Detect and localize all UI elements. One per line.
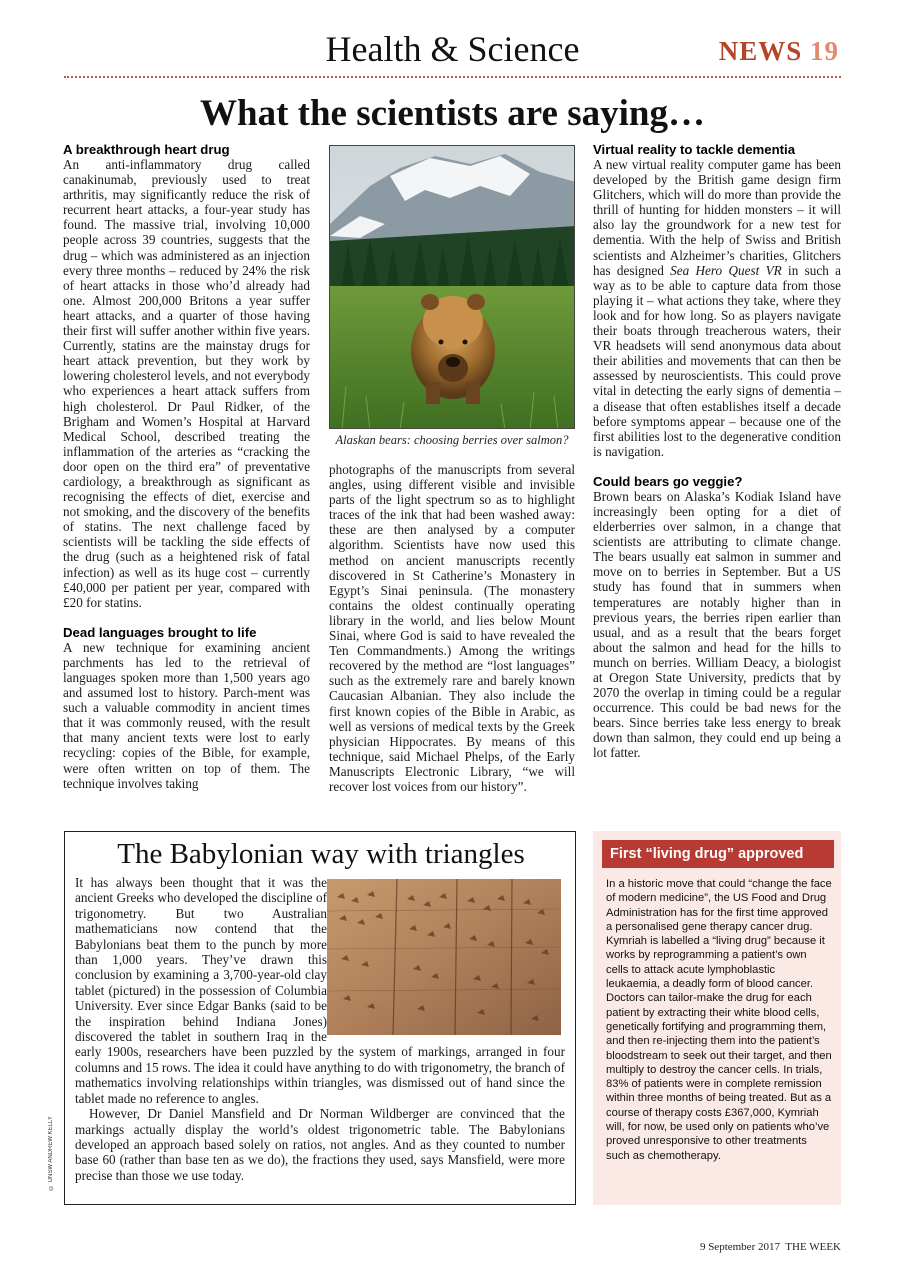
living-drug-box	[593, 831, 841, 1205]
babylonian-body	[75, 875, 565, 1183]
story-body-heart-drug: An anti-inflammatory drug called canakinumab, previously used to treat arthritis, may significantly reduce the risk of recurrent heart attacks, a four-year study has found. The massive trial, involving 10,000 people across 39 countries, suggests that the drug – which was administered as an injection every three months – reduced by 24% the risk of heart attacks in those who’d already had one. Almost 200,000 Britons a year suffer heart attacks, and a quarter of those having their first will suffer another within five years. Currently, statins are the mainstay drugs for heart attack prevention, but they work by lowering cholesterol levels, and not everybody who experiences a heart attack suffers from high cholesterol. Dr Paul Ridker, of the Brigham and Women’s Hospital at Harvard Medical School, described treating the inflammation of the arteries as “cracking the door open on the third era” of preventative cardiology, a breakthrough as significant as recognising the effects of diet, exercise and not smoking, and the discovery of the benefits of statins. The next challenge faced by scientists will be tackling the side effects of the drug (such as a heightened risk of fatal infection) as well as its huge cost – currently £40,000 per patient per year, compared with £20 for statins.	[63, 157, 310, 610]
game-title: Sea Hero Quest VR	[670, 262, 782, 278]
column-right	[593, 142, 841, 761]
story-title-dead-languages: Dead languages brought to life	[63, 624, 257, 640]
living-drug-title: First “living drug” approved	[602, 840, 834, 868]
dementia-text-after: in such a way as to be able to capture data from those playing it – what actions they take, where they look and for how long. So as players navigate their boats through treacherous waters, their VR headsets will send anonymous data about their abilities and movements that can then be assessed by neuroscientists. This could prove vital in detecting the early signs of dementia – a disease that often establishes itself a decade before symptoms appear – because one of the first abilities lost to the degenerative condition is navigation.	[593, 262, 841, 459]
dementia-text-before: A new virtual reality computer game has been developed by the British game design firm Glitchers, which will do more than provide the thrill of hunting for hidden monsters – it will also lay the groundwork for a new test for dementia. With the help of Swiss and British scientists and Alzheimer’s charities, Glitchers has designed	[593, 157, 841, 278]
page-number: 19	[810, 36, 839, 66]
float-spacer	[327, 875, 565, 1035]
footer-publication: THE WEEK	[785, 1241, 841, 1253]
babylonian-para1-text: It has always been thought that it was the ancient Greeks who developed the discipline of trigonometry. But two Australian mathematicians now contend that the Babylonians beat them to the punch by more than 1,000 years. They’ve drawn this conclusion by examining a 3,700-year-old clay tablet (pictured) in the possession of Columbia University. Ever since Edgar Banks (said to be the inspiration behind Indiana Jones) discovered the tablet in southern Iraq in the early 1900s, researchers have been puzzled by the system of markings, arranged in four columns and 15 rows. The idea it could have anything to do with trigonometry, the branch of mathematics involving relationships within triangles, was dismissed out of hand since the tablet made no reference to angles.	[75, 875, 565, 1106]
photo-caption: Alaskan bears: choosing berries over salmon?	[335, 433, 569, 447]
story-title-bears: Could bears go veggie?	[593, 473, 743, 489]
story-body-dementia	[593, 157, 841, 459]
story-title-heart-drug: A breakthrough heart drug	[63, 142, 230, 157]
column-middle	[329, 462, 575, 794]
photo-credit: © UNSW ANDREW KELLY	[48, 1116, 54, 1190]
living-drug-body: In a historic move that could “change the face of modern medicine”, the US Food and Drug Administration has for the first time approved a personalised gene therapy cancer drug. Kymriah is labelled a “living drug” because it works by reprogramming a patient’s own cells to attack acute lymphoblastic leukaemia, a deadly form of blood cancer. Doctors can tailor-make the drug for each patient by extracting their white blood cells, genetically fortifying and programming them, and then re-injecting them into the patient’s bloodstream to seek out their target, and then multiply to destroy the cancer cells. In trials, 83% of patients were in complete remission within three months of being treated. But as a course of therapy costs £367,000, Kymriah will, for now, be used only on patients who’ve proved unresponsive to other treatments such as chemotherapy.	[606, 878, 832, 1162]
story-body-dead-languages-part2: photographs of the manuscripts from several angles, using different visible and invisible parts of the light spectrum so as to highlight traces of the ink that had been washed away: these are then analysed by a computer algorithm. Scientists have now used this method on ancient manuscripts recently discovered in St Catherine’s Monastery in Egypt’s Sinai peninsula. (The monastery contains the oldest continually operating library in the world, and lies below Mount Sinai, where God is said to have revealed the Ten Commandments.) Among the writings recovered by the method are “lost languages” such as the extremely rare and barely known Caucasian Albanian. They also include the first known copies of the Bible in Arabic, as well as versions of medical texts by the Greek physician Hippocrates. By means of this technique, said Michael Phelps, of the Early Manuscripts Electronic Library, “we will recover lost voices from our history”.	[329, 462, 575, 794]
babylonian-paragraph-1	[75, 875, 565, 1106]
column-left	[63, 142, 310, 791]
page-footer	[700, 1241, 841, 1253]
news-label: NEWS	[718, 36, 803, 66]
header-divider	[64, 76, 841, 78]
footer-date: 9 September 2017	[699, 1241, 780, 1253]
page-headline: What the scientists are saying…	[200, 93, 705, 134]
story-body-bears: Brown bears on Alaska’s Kodiak Island have increasingly been opting for a diet of elderberries over salmon, in a change that scientists are attributing to climate change. The bears usually eat salmon in summer and move on to berries in September. But a US study has found that in summers when temperatures are notably higher than in previous years, the berries ripen earlier than usual, and as a result that the bears forget about the salmon and head for the hills to munch on berries. William Deacy, a biologist at Oregon State University, predicts that by 2070 the overlap in timing could be a regular occurrence. This could be bad news for the bears. Since berries take less energy to break down than salmon, they could end up being a lot fatter.	[593, 488, 841, 761]
babylonian-paragraph-2: However, Dr Daniel Mansfield and Dr Norman Wildberger are convinced that the markings actually display the world’s oldest trigonometric table. The Babylonians developed an approach based solely on ratios, not angles. And as they counted to number base 60 (rather than base ten as we do), the fractions they used, says Mansfield, were more precise than those we use today.	[75, 1106, 565, 1183]
story-title-dementia: Virtual reality to tackle dementia	[593, 142, 796, 157]
news-page-tag	[719, 36, 839, 67]
story-body-dead-languages-part1: A new technique for examining ancient parchments has led to the retrieval of languages spoken more than 1,500 years ago and assumed lost to history. Parch-ment was such a valuable commodity in ancient times that it was commonly reused, with the result that many ancient texts were lost to early recycling: copies of the Bible, for example, were often written on top of them. The technique involves taking	[63, 639, 310, 791]
bear-photo	[329, 145, 575, 429]
babylonian-feature-box	[64, 831, 576, 1205]
babylonian-title: The Babylonian way with triangles	[117, 838, 525, 870]
section-title: Health & Science	[325, 29, 580, 69]
